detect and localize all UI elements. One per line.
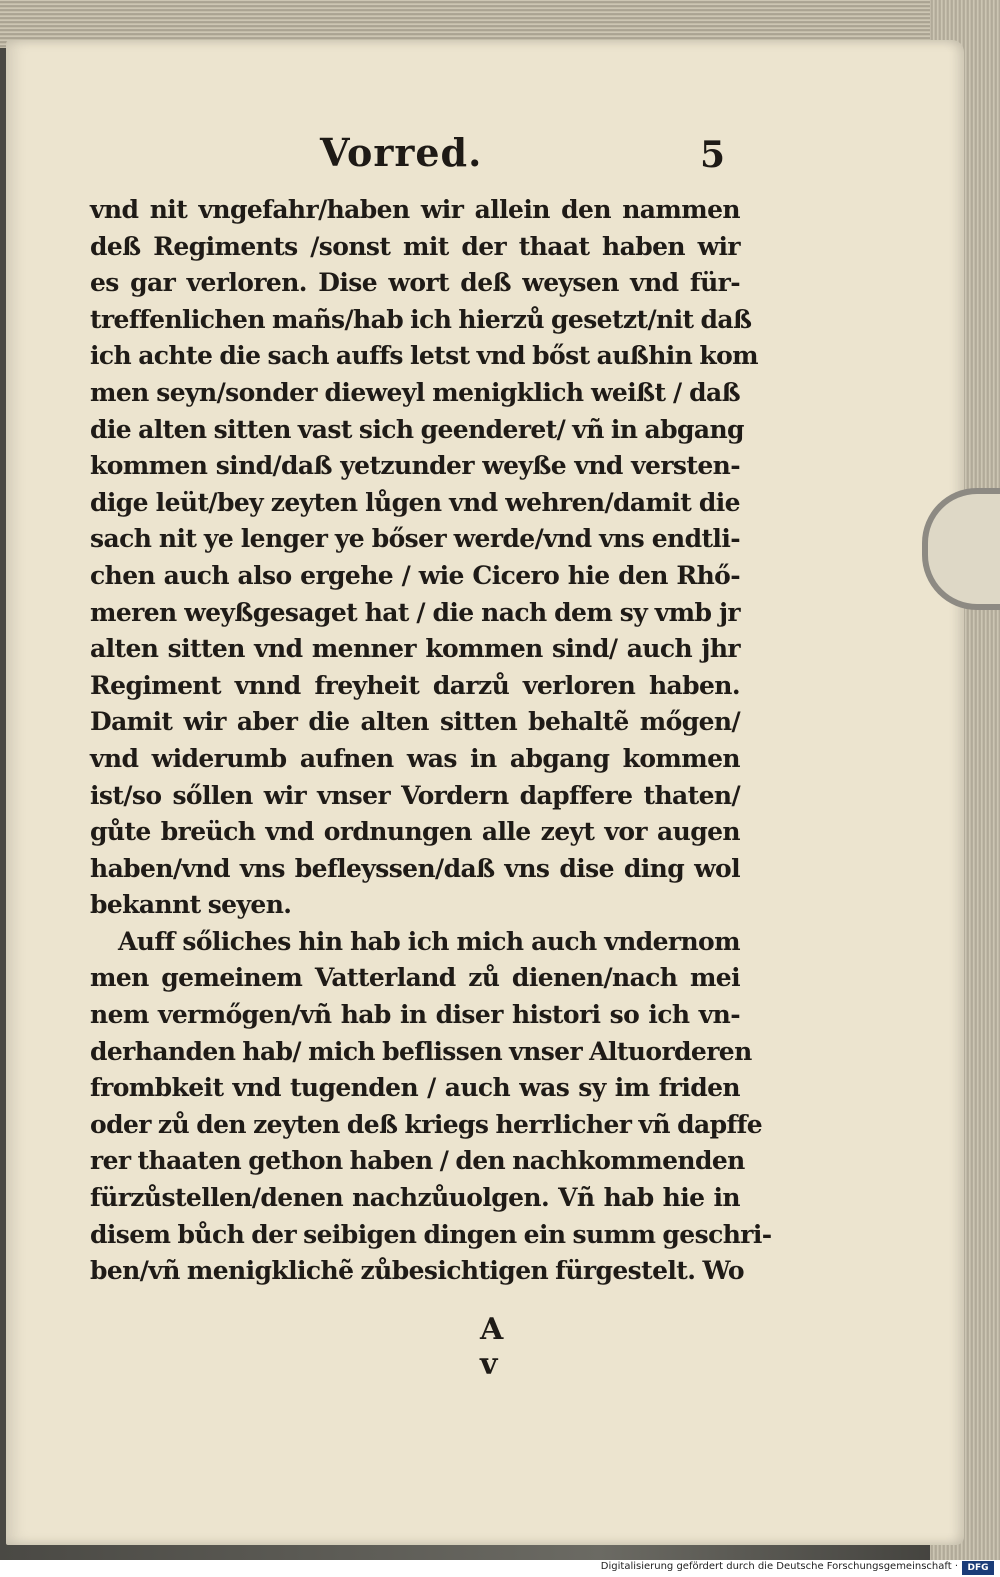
text-line: ist/so sőllen wir vnser Vordern dapffere thaten/	[90, 780, 740, 810]
text-line: Regiment vnnd freyheit darzů verloren haben.	[90, 670, 740, 700]
text-line: Damit wir aber die alten sitten behaltẽ mőgen/	[90, 707, 740, 737]
text-line: ich achte die sach auffs letst vnd bőst außhin kom	[90, 341, 758, 371]
running-head: Vorred.	[320, 130, 483, 175]
text-line: frombkeit vnd tugenden / auch was sy im friden	[90, 1073, 740, 1103]
text-line: nem vermőgen/vñ hab in diser histori so ich vn-	[90, 1000, 740, 1030]
text-line: kommen sind/daß yetzunder weyße vnd versten-	[90, 451, 740, 481]
text-line: sach nit ye lenger ye bőser werde/vnd vns endtli-	[90, 524, 740, 554]
text-line: haben/vnd vns befleyssen/daß vns dise ding wol	[90, 853, 740, 883]
text-line: men seyn/sonder dieweyl menigklich weißt / daß	[90, 377, 740, 407]
text-line: vnd nit vngefahr/haben wir allein den nammen	[90, 195, 740, 224]
text-line: men gemeinem Vatterland zů dienen/nach mei	[90, 963, 740, 993]
text-line: fürzůstellen/denen nachzůuolgen. Vñ hab hie in	[90, 1183, 740, 1213]
text-line: alten sitten vnd menner kommen sind/ auch jhr	[90, 634, 740, 664]
text-line: dige leüt/bey zeyten lůgen vnd wehren/damit die	[90, 487, 740, 517]
text-line: meren weyßgesaget hat / die nach dem sy vmb jr	[90, 597, 740, 627]
text-line: gůte breüch vnd ordnungen alle zeyt vor augen	[90, 817, 740, 847]
dfg-logo: DFG	[962, 1561, 994, 1575]
page-number: 5	[700, 134, 726, 176]
text-line: bekannt seyen.	[90, 890, 292, 920]
digitization-credit: Digitalisierung gefördert durch die Deutsche Forschungsgemeinschaft ·	[600, 1561, 958, 1572]
text-line: disem bůch der seibigen dingen ein summ geschri-	[90, 1219, 772, 1249]
text-line: oder zů den zeyten deß kriegs herrlicher vñ dapffe	[90, 1109, 763, 1139]
text-line: chen auch also ergehe / wie Cicero hie den Rhő-	[90, 560, 740, 590]
signature-mark: A v	[480, 1312, 534, 1382]
text-line: Auff sőliches hin hab ich mich auch vndernom	[118, 926, 740, 956]
text-line: die alten sitten vast sich geenderet/ vñ in abgang	[90, 414, 744, 444]
text-line: rer thaaten gethon haben / den nachkommenden	[90, 1146, 745, 1176]
page-header	[320, 130, 740, 190]
text-line: es gar verloren. Dise wort deß weysen vnd für-	[90, 268, 740, 298]
text-line: deß Regiments /sonst mit der thaat haben wir	[90, 231, 740, 261]
text-line: derhanden hab/ mich beflissen vnser Altuorderen	[90, 1036, 752, 1066]
text-line: treffenlichen mañs/hab ich hierzů gesetzt/nit daß	[90, 304, 752, 334]
text-line: vnd widerumb aufnen was in abgang kommen	[90, 743, 740, 773]
body-text	[90, 192, 772, 1290]
text-line: ben/vñ menigklichẽ zůbesichtigen fürgestelt. Wo	[90, 1256, 744, 1286]
